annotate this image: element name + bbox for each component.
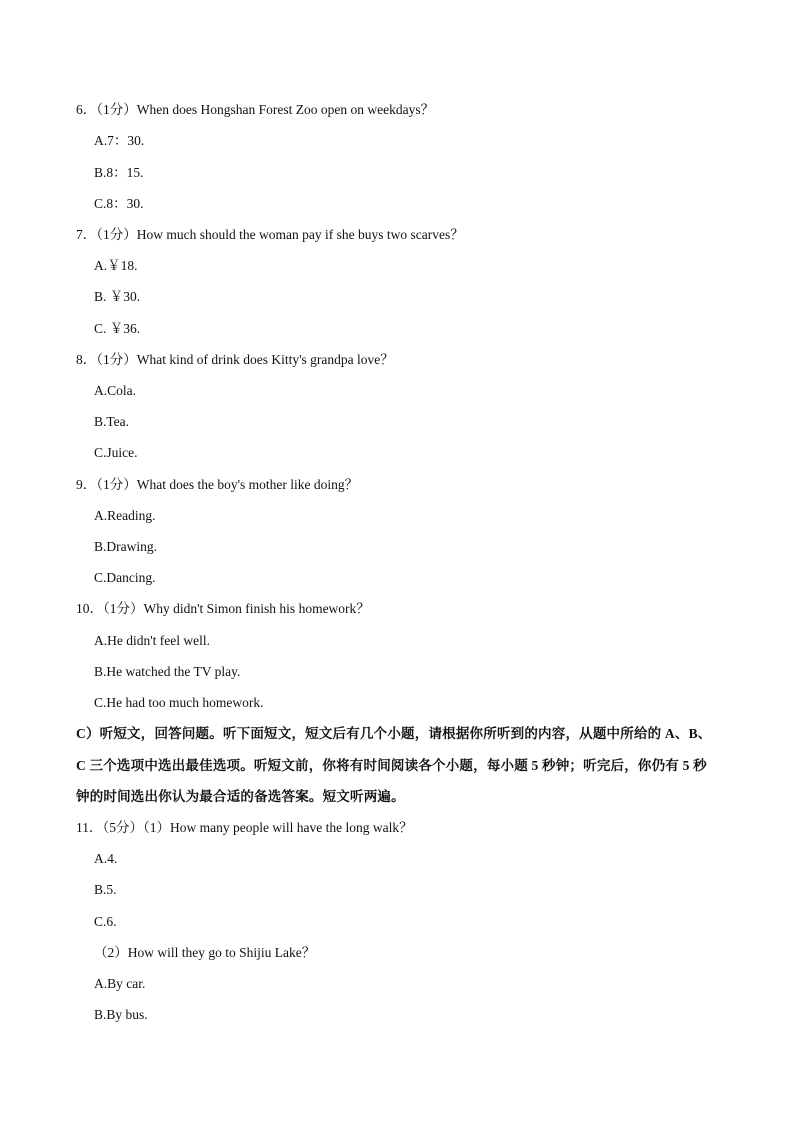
question-7-stem: 7．（1分）How much should the woman pay if she buys two scarves？ [76,227,464,242]
question-11-2-option-a: A.By car. [94,976,146,991]
question-10-option-a: A.He didn't feel well. [94,633,211,648]
question-6-option-c: C.8：30. [94,196,144,211]
section-c-instructions-line-1: C）听短文，回答问题。听下面短文，短文后有几个小题，请根据你所听到的内容，从题中所给的 A、B、 [76,726,712,741]
question-9-stem: 9．（1分）What does the boy's mother like doing？ [76,477,359,492]
question-10-stem: 10．（1分）Why didn't Simon finish his homework？ [76,601,370,616]
question-7-option-c: C. ￥36. [94,321,141,336]
question-8-stem: 8．（1分）What kind of drink does Kitty's grandpa love？ [76,352,394,367]
question-10-option-c: C.He had too much homework. [94,695,264,710]
question-9-option-a: A.Reading. [94,508,156,523]
question-6-option-b: B.8：15. [94,165,144,180]
question-11-1-option-c: C.6. [94,914,117,929]
question-7-option-b: B. ￥30. [94,289,141,304]
section-c-instructions-line-2: C 三个选项中选出最佳选项。听短文前，你将有时间阅读各个小题，每小题 5 秒钟；听完后，你仍有 5 秒 [76,758,707,773]
question-11-1-option-b: B.5. [94,882,117,897]
question-9-option-b: B.Drawing. [94,539,157,554]
question-11-sub-2-stem: （2）How will they go to Shijiu Lake？ [94,945,316,960]
question-8-option-c: C.Juice. [94,445,138,460]
question-11-1-option-a: A.4. [94,851,118,866]
question-9-option-c: C.Dancing. [94,570,156,585]
question-8-option-b: B.Tea. [94,414,130,429]
question-11-stem: 11．（5分）（1）How many people will have the long walk？ [76,820,413,835]
question-8-option-a: A.Cola. [94,383,136,398]
question-6-option-a: A.7：30. [94,133,145,148]
question-7-option-a: A.￥18. [94,258,138,273]
section-c-instructions-line-3: 钟的时间选出你认为最合适的备选答案。短文听两遍。 [76,789,405,804]
question-10-option-b: B.He watched the TV play. [94,664,241,679]
question-11-2-option-b: B.By bus. [94,1007,148,1022]
question-6-stem: 6．（1分）When does Hongshan Forest Zoo open on weekdays？ [76,102,435,117]
